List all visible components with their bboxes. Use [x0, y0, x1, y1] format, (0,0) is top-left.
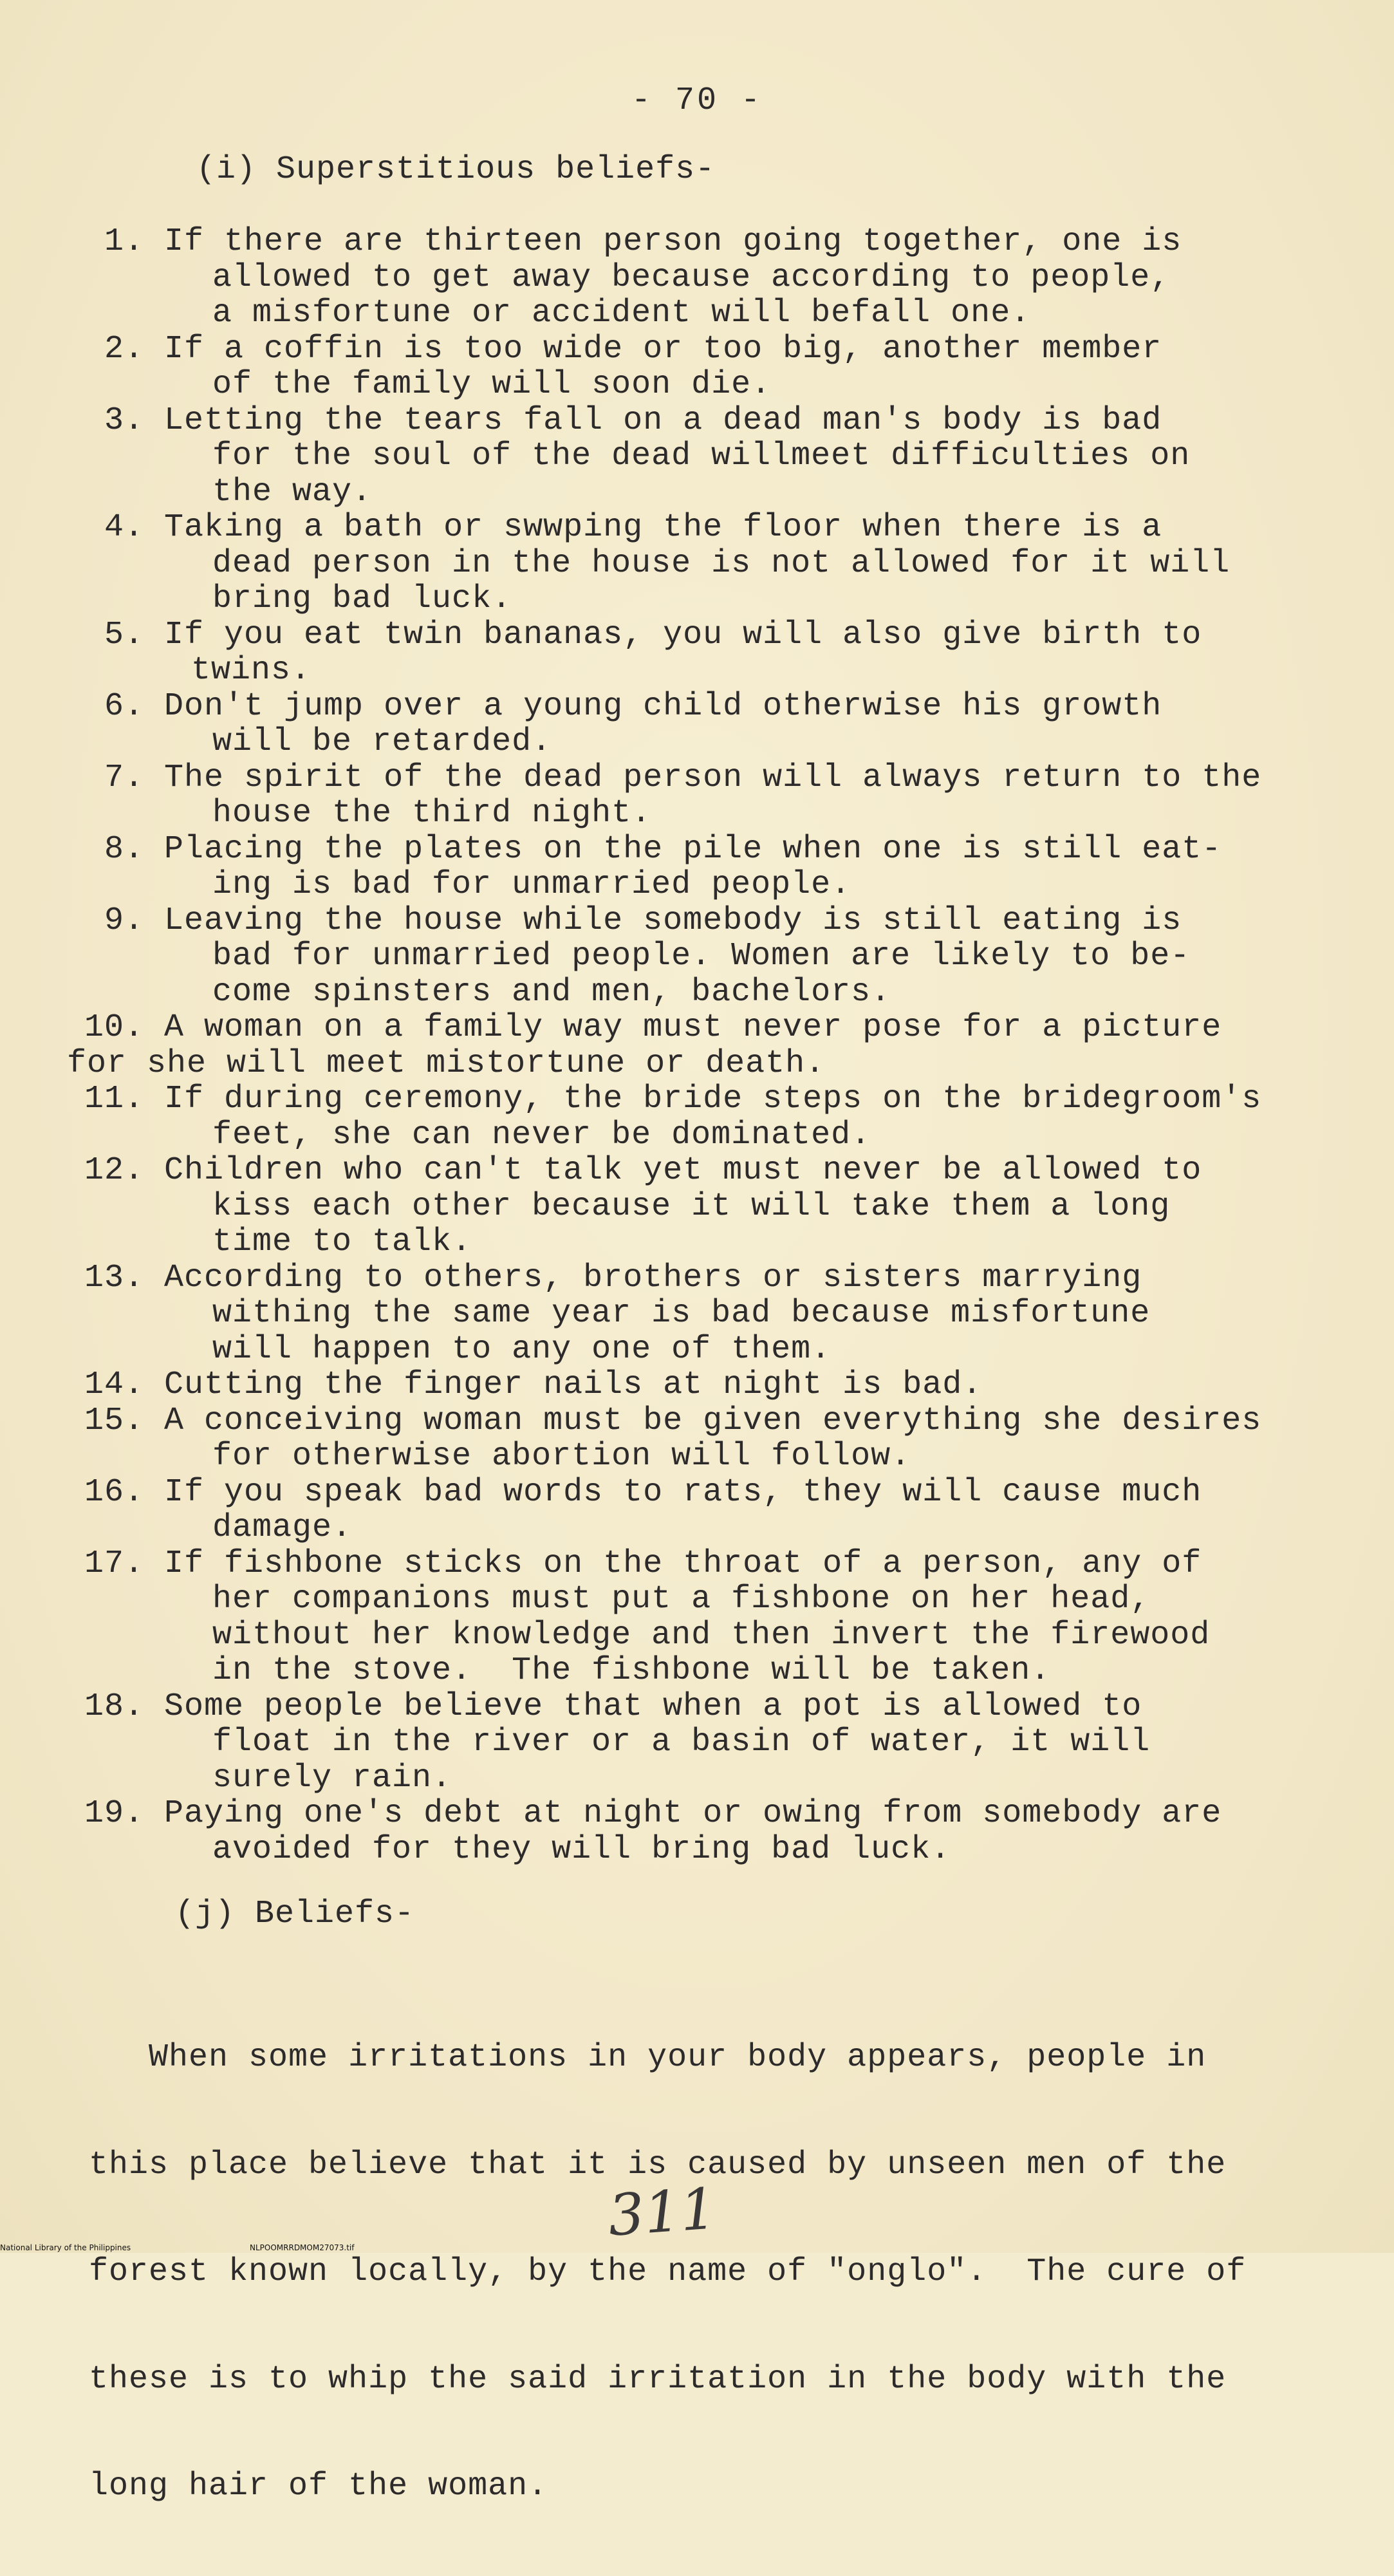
list-item [67, 510, 1328, 617]
list-item [67, 689, 1328, 760]
list-item-number: 14. [84, 1367, 144, 1403]
list-item-first-line [67, 331, 1328, 368]
list-item-continuation: will happen to any one of them. [212, 1330, 832, 1368]
list-item [67, 1010, 1328, 1081]
paragraph-line: When some irritations in your body appears, people in [89, 2039, 1207, 2076]
list-item-continuation: float in the river or a basin of water, it will [212, 1724, 1151, 1760]
list-item-first-line [67, 903, 1328, 939]
list-item-first-line [67, 403, 1328, 439]
list-item-first-line [67, 1403, 1328, 1439]
list-item-first-line [67, 1010, 1328, 1046]
section-i-heading: (i) Superstitious beliefs- [196, 151, 716, 188]
list-item-text: Cutting the finger nails at night is bad. [164, 1367, 983, 1403]
list-item-continuation: in the stove. The fishbone will be taken. [212, 1652, 1051, 1689]
handwritten-page-mark: 311 [606, 2175, 719, 2249]
list-item-first-line [67, 1796, 1328, 1832]
list-item-continuation: avoided for they will bring bad luck. [212, 1831, 951, 1868]
list-item-continuation: without her knowledge and then invert the firewood [212, 1616, 1211, 1654]
list-item-text: The spirit of the dead person will always return to the [164, 759, 1262, 796]
list-item-number: 16. [84, 1473, 144, 1511]
paragraph-line: forest known locally, by the name of "onglo". The cure of [89, 2254, 1247, 2290]
list-item-number: 4. [104, 509, 144, 546]
list-item-continuation: allowed to get away because according to people, [212, 259, 1171, 296]
list-item-text: If during ceremony, the bride steps on the bridegroom's [164, 1081, 1262, 1117]
list-item-number: 13. [84, 1259, 144, 1296]
list-item-continuation: for the soul of the dead willmeet difficulties on [212, 438, 1191, 474]
list-item-continuation: feet, she can never be dominated. [212, 1116, 871, 1153]
list-item [67, 1403, 1328, 1475]
list-item-text: Don't jump over a young child otherwise his growth [164, 687, 1162, 725]
list-item-number: 9. [104, 902, 144, 939]
list-item-number: 1. [104, 223, 144, 260]
list-item-continuation: ing is bad for unmarried people. [212, 866, 851, 903]
list-item-number: 19. [84, 1795, 144, 1832]
list-item-number: 8. [104, 830, 144, 868]
paragraph-line: long hair of the woman. [89, 2468, 548, 2505]
list-item-text: Letting the tears fall on a dead man's body is bad [164, 402, 1162, 439]
list-item-continuation: a misfortune or accident will befall one. [212, 295, 1031, 331]
list-item-text: Some people believe that when a pot is allowed to [164, 1688, 1142, 1725]
list-item [67, 1081, 1328, 1153]
list-item-number: 7. [104, 759, 144, 796]
list-item-text: If you eat twin bananas, you will also give birth to [164, 616, 1202, 653]
footer-library-name: National Library of the Philippines [0, 2243, 131, 2252]
list-item-text: Children who can't talk yet must never be allowed to [164, 1152, 1202, 1189]
list-item-text: Paying one's debt at night or owing from somebody are [164, 1795, 1222, 1832]
list-item-number: 17. [84, 1545, 144, 1582]
list-item-number: 3. [104, 402, 144, 439]
list-item-continuation: twins. [191, 652, 311, 689]
list-item [67, 832, 1328, 903]
list-item-continuation: bad for unmarried people. Women are likely to be- [212, 938, 1191, 975]
list-item-continuation: dead person in the house is not allowed for it will [212, 545, 1231, 582]
list-item-first-line [67, 510, 1328, 546]
list-item-first-line [67, 1367, 1328, 1403]
list-item-continuation: of the family will soon die. [212, 366, 772, 403]
footer-file-name: NLPOOMRRDMOM27073.tif [250, 2243, 355, 2252]
list-item-first-line [67, 1546, 1328, 1582]
list-item-continuation: come spinsters and men, bachelors. [212, 973, 891, 1011]
list-item-text: If there are thirteen person going together, one is [164, 223, 1182, 260]
list-item-first-line [67, 1081, 1328, 1117]
list-item-continuation: her companions must put a fishbone on her head, [212, 1581, 1151, 1618]
page-number: - 70 - [631, 82, 763, 119]
list-item-text: According to others, brothers or sisters marrying [164, 1259, 1142, 1296]
list-item-continuation: for she will meet mistortune or death. [67, 1045, 826, 1082]
list-item-number: 6. [104, 687, 144, 725]
list-item [67, 617, 1328, 689]
list-item [67, 224, 1328, 331]
superstition-list [67, 224, 1328, 1867]
list-item-first-line [67, 1475, 1328, 1511]
list-item-text: Taking a bath or swwping the floor when there is a [164, 509, 1162, 546]
list-item-text: Placing the plates on the pile when one is still eat- [164, 830, 1222, 868]
list-item-text: If fishbone sticks on the throat of a person, any of [164, 1545, 1202, 1582]
list-item-first-line [67, 760, 1328, 796]
list-item-continuation: withing the same year is bad because misfortune [212, 1295, 1151, 1332]
list-item-number: 5. [104, 616, 144, 653]
list-item-text: Leaving the house while somebody is still eating is [164, 902, 1182, 939]
list-item [67, 331, 1328, 403]
list-item [67, 760, 1328, 832]
list-item-continuation: kiss each other because it will take them a long [212, 1188, 1171, 1225]
list-item-text: If a coffin is too wide or too big, another member [164, 330, 1162, 368]
list-item [67, 1689, 1328, 1797]
list-item-text: A conceiving woman must be given everything she desires [164, 1402, 1262, 1439]
list-item-continuation: will be retarded. [212, 723, 552, 760]
beliefs-paragraph [89, 1968, 1246, 2576]
list-item [67, 1475, 1328, 1546]
list-item-continuation: time to talk. [212, 1224, 472, 1260]
list-item-first-line [67, 224, 1328, 260]
list-item-number: 10. [84, 1009, 144, 1046]
list-item-continuation: for otherwise abortion will follow. [212, 1438, 911, 1475]
list-item [67, 903, 1328, 1011]
list-item-first-line [67, 1153, 1328, 1189]
list-item [67, 1546, 1328, 1689]
list-item-number: 2. [104, 330, 144, 368]
list-item [67, 1153, 1328, 1260]
list-item-continuation: bring bad luck. [212, 581, 512, 617]
list-item-number: 12. [84, 1152, 144, 1189]
list-item-first-line [67, 1689, 1328, 1725]
list-item-number: 18. [84, 1688, 144, 1725]
list-item-number: 15. [84, 1402, 144, 1439]
list-item [67, 1260, 1328, 1368]
list-item-number: 11. [84, 1081, 144, 1117]
list-item-continuation: damage. [212, 1509, 353, 1546]
list-item-continuation: surely rain. [212, 1759, 452, 1797]
list-item-continuation: the way. [212, 473, 373, 510]
list-item [67, 403, 1328, 510]
list-item [67, 1796, 1328, 1867]
list-item-continuation: house the third night. [212, 795, 652, 832]
list-item-first-line [67, 617, 1328, 653]
list-item-text: A woman on a family way must never pose for a picture [164, 1009, 1222, 1046]
list-item [67, 1367, 1328, 1403]
paragraph-line: these is to whip the said irritation in the body with the [89, 2360, 1227, 2398]
list-item-text: If you speak bad words to rats, they will cause much [164, 1473, 1202, 1511]
list-item-first-line [67, 1260, 1328, 1296]
list-item-first-line [67, 689, 1328, 725]
section-j-heading: (j) Beliefs- [175, 1896, 415, 1932]
paragraph-line: this place believe that it is caused by unseen men of the [89, 2146, 1227, 2183]
list-item-first-line [67, 832, 1328, 868]
